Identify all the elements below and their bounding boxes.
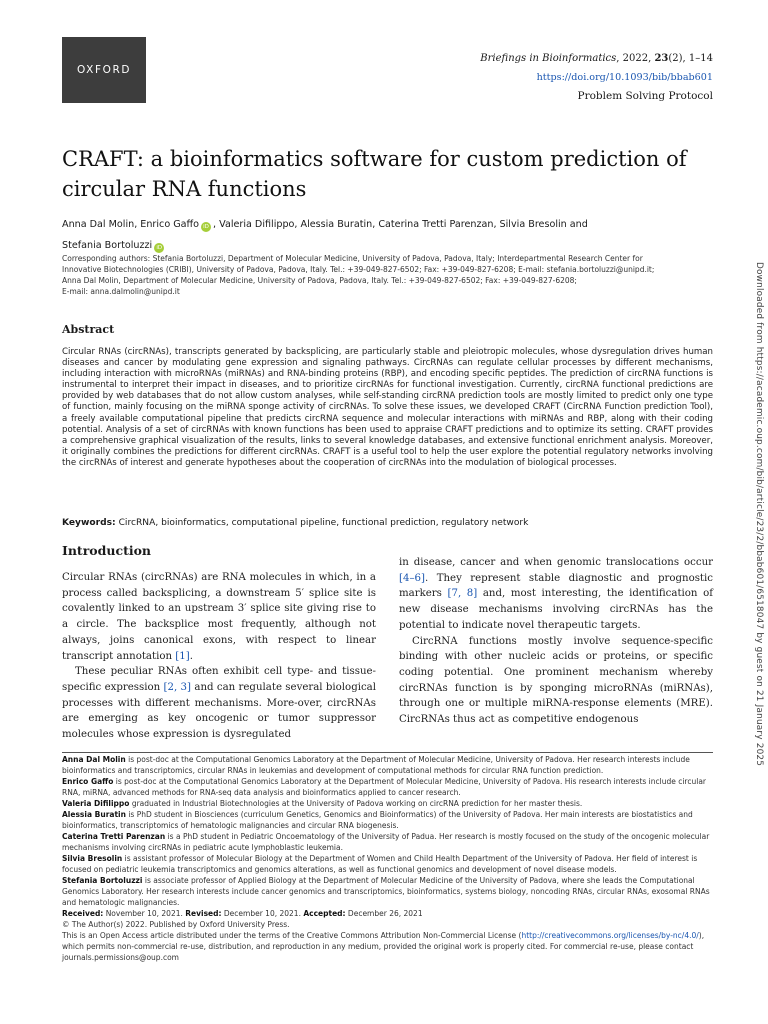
paragraph-text: in disease, cancer and when genomic translocations occur bbox=[399, 557, 713, 568]
keywords-text: CircRNA, bioinformatics, computational pipeline, functional prediction, regulatory network bbox=[115, 518, 529, 528]
abstract-text: Circular RNAs (circRNAs), transcripts generated by backsplicing, are particularly stable and pleiotropic molecules, whose dysregulation drives human diseases and cancer by modulating gene expression and signaling pathways. CircRNAs can regulate cellular processes by different mechanisms, including interaction with microRNAs (miRNAs) and RNA-binding proteins (RBP), and encoding specific peptides. The prediction of circRNA functions is instrumental to interpret their impact in diseases, and to prioritize circRNAs for functional investigation. Currently, circRNA functional predictions are provided by web databases that do not allow custom analyses, while self-standing circRNA prediction tools are mostly limited to predict only one type of function, mainly focusing on the miRNA sponge activity of circRNAs. To solve these issues, we developed CRAFT (CircRNA Function prediction Tool), a freely available computational pipeline that predicts circRNA sequence and molecular interactions with miRNAs and RBP, along with their coding potential. Analysis of a set of circRNAs with known functions has been used to appraise CRAFT predictions and to optimize its setting. CRAFT provides a comprehensive graphical visualization of the results, links to several knowledge databases, and extensive functional enrichment analysis. Moreover, it originally combines the predictions for different circRNAs. CRAFT is a useful tool to help the user explore the potential regulatory networks involving the circRNAs of interest and generate hypotheses about the cooperation of circRNAs into the modulation of biological processes. bbox=[62, 347, 713, 468]
intro-paragraph: CircRNA functions mostly involve sequence-specific binding with other nucleic acids or proteins, or specific coding potential. One prominent mechanism whereby circRNAs function is by sponging microRNAs (miRNAs), through one or multiple miRNA-response elements (MRE). CircRNAs thus act as competitive endogenous bbox=[399, 635, 713, 726]
intro-paragraph bbox=[399, 555, 713, 634]
bio-text: is associate professor of Applied Biology at the Department of Molecular Medicine of the University of Padova, where she leads the Computational Genomics Laboratory. Her research interests include cancer genomics and transcriptomics, bioinformatics, systems biology, noncoding RNAs, circular RNAs, exosomal RNAs and hematologic malignancies. bbox=[62, 876, 710, 907]
accepted-label: Accepted: bbox=[303, 909, 346, 918]
bio-text: is post-doc at the Computational Genomics Laboratory at the Department of Molecular Medicine, University of Padova. Her research interests include bioinformatics and transcriptomics, circular RNAs in leukemias and development of computational methods for circular RNA function prediction. bbox=[62, 755, 690, 775]
license bbox=[62, 930, 713, 963]
paragraph-text: and can regulate several biological processes with different mechanisms. More-over, circRNAs are emerging as key oncogenic or tumor suppressor molecules whose expression is dysregulated bbox=[62, 681, 377, 741]
corresponding-authors bbox=[62, 253, 722, 297]
article-type: Problem Solving Protocol bbox=[577, 90, 713, 102]
authors-part-2: , Valeria Difilippo, Alessia Buratin, Caterina Tretti Parenzan, Silvia Bresolin and bbox=[213, 219, 588, 230]
bio-name: Enrico Gaffo bbox=[62, 777, 114, 786]
bio-name: Silvia Bresolin bbox=[62, 854, 123, 863]
paragraph-text: Circular RNAs (circRNAs) are RNA molecules in which, in a process called backsplicing, a downstream 5′ splice site is covalently linked to an upstream 3′ splice site giving rise to a circle. The backsplice most frequently, although not always, joins canonical exons, with respect to linear transcript annotation bbox=[62, 572, 376, 662]
orcid-icon[interactable]: iD bbox=[154, 243, 164, 253]
bio-name: Stefania Bortoluzzi bbox=[62, 876, 143, 885]
paragraph-text: and, most interesting, the identification of new disease mechanisms involving circRNAs has the potential to indicate novel therapeutic targets. bbox=[399, 588, 713, 631]
orcid-icon[interactable]: iD bbox=[201, 222, 211, 232]
author-bio bbox=[62, 776, 713, 798]
paragraph-text: . bbox=[189, 650, 193, 662]
paragraph-text: . They represent stable diagnostic and prognostic markers bbox=[399, 572, 713, 600]
authors-part-1: Anna Dal Molin, Enrico Gaffo bbox=[62, 219, 200, 230]
abstract-heading: Abstract bbox=[62, 323, 115, 336]
bio-text: is assistant professor of Molecular Biology at the Department of Women and Child Health Department of the University of Padova. Her field of interest is focused on pediatric leukemia transcriptomics and genomics alterations, as well as functional genomics and development of novel disease models. bbox=[62, 854, 698, 874]
license-text: This is an Open Access article distributed under the terms of the Creative Commons Attribution Non-Commercial License ( bbox=[62, 931, 522, 940]
revised-label: Revised: bbox=[185, 909, 222, 918]
authors-part-3: Stefania Bortoluzzi bbox=[62, 240, 153, 251]
author-bio bbox=[62, 798, 713, 809]
bio-text: is a PhD student in Pediatric Oncoematology of the University of Padua. Her research is mostly focused on the study of the oncogenic molecular mechanisms involving circRNAs in pediatric acute lymphoblastic leukemia. bbox=[62, 832, 710, 852]
bio-text: is post-doc at the Computational Genomics Laboratory at the Department of Molecular Medicine, University of Padova. His research interests include circular RNA, miRNA, advanced methods for RNA-seq data analysis and bioinformatics applied to cancer research. bbox=[62, 777, 706, 797]
logo-text: OXFORD bbox=[76, 64, 132, 76]
corresponding-line: E-mail: anna.dalmolin@unipd.it bbox=[62, 287, 180, 296]
footnote-divider bbox=[62, 752, 713, 753]
author-bio bbox=[62, 754, 713, 776]
doi-link[interactable]: https://doi.org/10.1093/bib/bbab601 bbox=[536, 72, 713, 83]
revised-date: December 10, 2021. bbox=[221, 909, 304, 918]
bio-text: is PhD student in Biosciences (curriculum Genetics, Genomics and Bioinformatics) of the University of Padova. Her main interests are biostatistics and bioinformatics, transcriptomics of hematologic malignancies and circular RNA biogenesis. bbox=[62, 810, 693, 830]
corresponding-line: Innovative Biotechnologies (CRIBI), University of Padova, Padova, Italy. Tel.: +39-049-827-6502; Fax: +39-049-827-6208; E-mail: stefania.bortoluzzi@unipd.it; bbox=[62, 265, 655, 274]
download-watermark: Downloaded from https://academic.oup.com/bib/article/23/2/bbab601/6518047 by guest on 21 January 2025 bbox=[754, 262, 764, 767]
keywords bbox=[62, 518, 722, 528]
bio-name: Caterina Tretti Parenzan bbox=[62, 832, 166, 841]
accepted-date: December 26, 2021 bbox=[345, 909, 423, 918]
author-list bbox=[62, 214, 712, 256]
bio-name: Alessia Buratin bbox=[62, 810, 126, 819]
article-title: CRAFT: a bioinformatics software for custom prediction of circular RNA functions bbox=[62, 147, 687, 201]
copyright: © The Author(s) 2022. Published by Oxford University Press. bbox=[62, 920, 290, 929]
bio-name: Anna Dal Molin bbox=[62, 755, 126, 764]
citation-link[interactable]: [4–6] bbox=[399, 572, 426, 584]
author-bio bbox=[62, 853, 713, 875]
license-link[interactable]: http://creativecommons.org/licenses/by-nc/4.0/ bbox=[521, 931, 699, 940]
oxford-logo bbox=[62, 37, 146, 103]
author-bios bbox=[62, 754, 713, 963]
citation-issue: (2) bbox=[668, 53, 683, 64]
paragraph-text: These peculiar RNAs often exhibit cell type- and tissue-specific expression bbox=[62, 666, 376, 693]
received-date: November 10, 2021. bbox=[103, 909, 186, 918]
citation-year: , 2022, bbox=[616, 53, 655, 64]
citation-link[interactable]: [7, 8] bbox=[447, 588, 478, 600]
intro-paragraph bbox=[62, 664, 376, 743]
intro-column-left bbox=[62, 570, 376, 743]
author-bio bbox=[62, 809, 713, 831]
intro-paragraph bbox=[62, 570, 376, 664]
bio-text: graduated in Industrial Biotechnologies at the University of Padova working on circRNA prediction for her master thesis. bbox=[129, 799, 583, 808]
author-bio bbox=[62, 875, 713, 908]
journal-header bbox=[480, 49, 713, 106]
journal-name: Briefings in Bioinformatics bbox=[480, 53, 617, 64]
corresponding-line: Anna Dal Molin, Department of Molecular Medicine, University of Padova, Padova, Italy. Tel.: +39-049-827-6502; Fax: +39-049-827-6208; bbox=[62, 276, 577, 285]
corresponding-line: Corresponding authors: Stefania Bortoluzzi, Department of Molecular Medicine, University of Padova, Padova, Italy; Interdepartmental Research Center for bbox=[62, 254, 643, 263]
intro-column-right bbox=[399, 555, 713, 728]
article-dates bbox=[62, 908, 713, 919]
introduction-heading: Introduction bbox=[62, 543, 152, 558]
keywords-label: Keywords: bbox=[62, 518, 116, 528]
citation-line bbox=[480, 49, 713, 68]
license-text: ), which permits non-commercial re-use, distribution, and reproduction in any medium, provided the original work is properly cited. For commercial re-use, please contact journals.permissions@oup.com bbox=[62, 931, 705, 962]
citation-link[interactable]: [2, 3] bbox=[163, 681, 192, 693]
bio-name: Valeria Difilippo bbox=[62, 799, 130, 808]
citation-link[interactable]: [1] bbox=[175, 650, 190, 662]
citation-pages: , 1–14 bbox=[682, 53, 713, 64]
citation-volume: 23 bbox=[654, 53, 669, 64]
received-label: Received: bbox=[62, 909, 104, 918]
author-bio bbox=[62, 831, 713, 853]
